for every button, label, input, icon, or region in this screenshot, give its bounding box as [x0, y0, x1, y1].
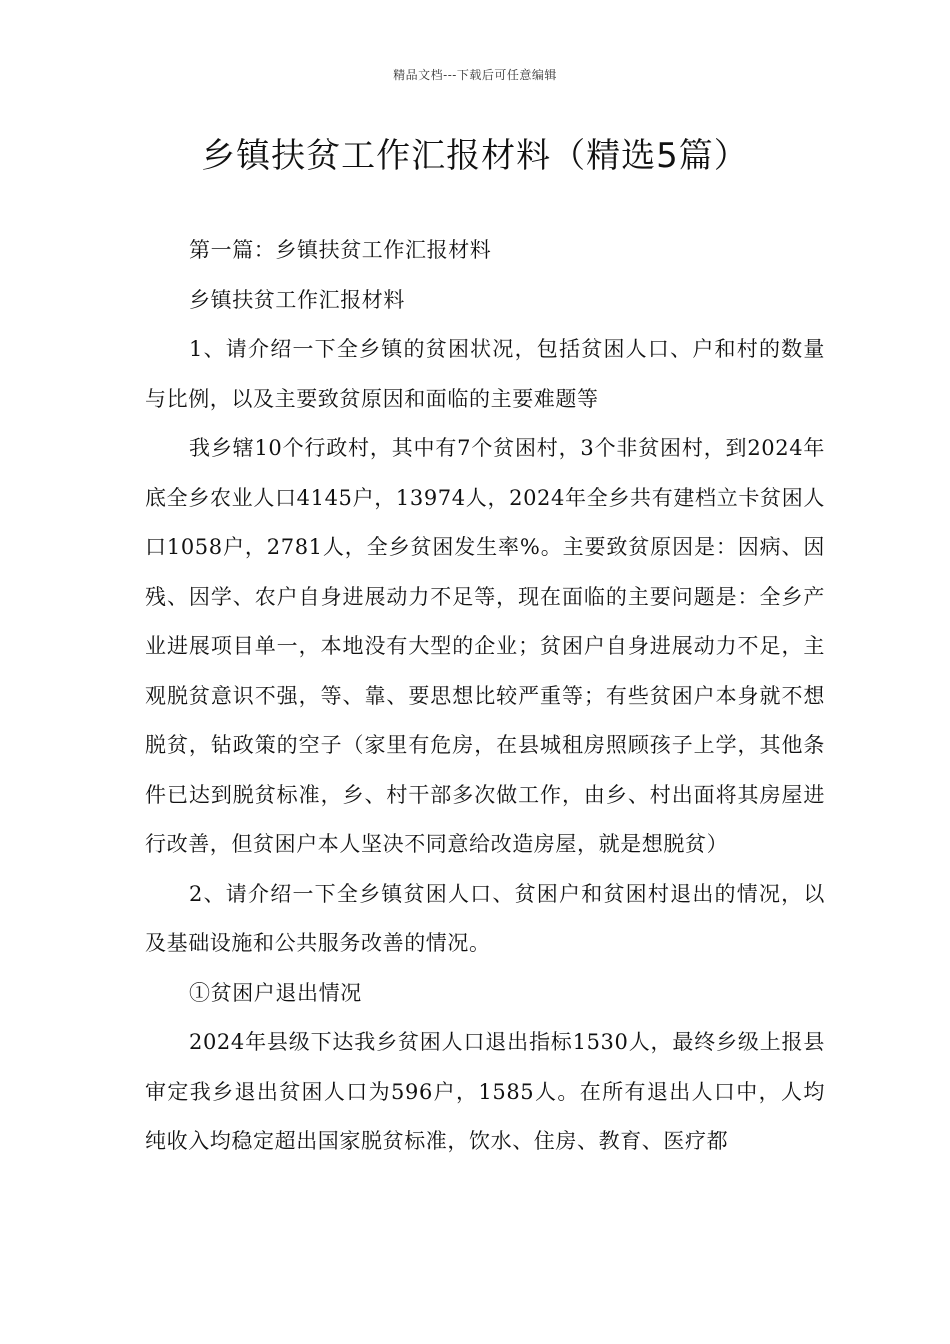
- question-1: 1、请介绍一下全乡镇的贫困状况，包括贫困人口、户和村的数量与比例，以及主要致贫原因和面临的主要难题等: [145, 337, 825, 411]
- section-heading: 第一篇：乡镇扶贫工作汇报材料: [189, 238, 492, 262]
- answer-1: 我乡辖10个行政村，其中有7个贫困村，3个非贫困村，到2024年底全乡农业人口4145户，13974人，2024年全乡共有建档立卡贫困人口1058户，2781人，全乡贫困发生率%。主要致贫原因是：因病、因残、因学、农户自身进展动力不足等，现在面临的主要问题是：全乡产业进展项目单一，本地没有大型的企业；贫困户自身进展动力不足，主观脱贫意识不强，等、靠、要思想比较严重等；有些贫困户本身就不想脱贫，钻政策的空子（家里有危房，在县城租房照顾孩子上学，其他条件已达到脱贫标准，乡、村干部多次做工作，由乡、村出面将其房屋进行改善，但贫困户本人坚决不同意给改造房屋，就是想脱贫）: [145, 436, 825, 856]
- document-title: 乡镇扶贫工作汇报材料（精选5篇）: [201, 136, 749, 176]
- header-note: 精品文档---下载后可任意编辑: [393, 68, 557, 82]
- subheading: 乡镇扶贫工作汇报材料: [189, 287, 405, 312]
- answer-2: 2024年县级下达我乡贫困人口退出指标1530人，最终乡级上报县审定我乡退出贫困人口为596户，1585人。在所有退出人口中，人均纯收入均稳定超出国家脱贫标准，饮水、住房、教育、医疗都: [145, 1030, 825, 1153]
- question-2: 2、请介绍一下全乡镇贫困人口、贫困户和贫困村退出的情况，以及基础设施和公共服务改善的情况。: [145, 881, 825, 955]
- document-body: [145, 226, 825, 1167]
- subsection-heading: ①贫困户退出情况: [189, 980, 362, 1005]
